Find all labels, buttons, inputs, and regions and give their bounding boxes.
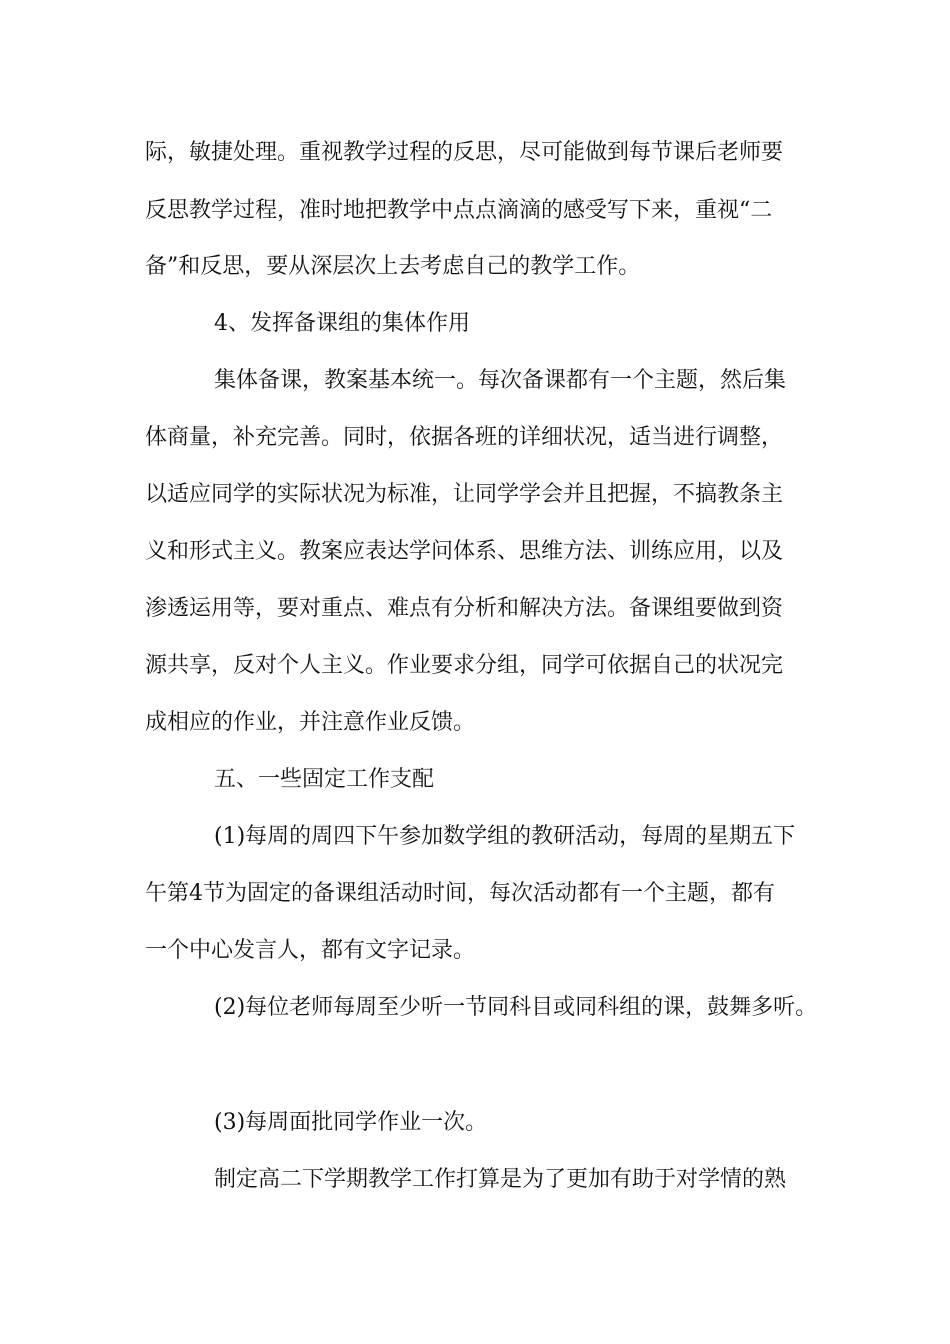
paragraph-line: 体商量，补充完善。同时，依据各班的详细状况，适当进行调整， [145, 425, 784, 450]
paragraph-line: (1)每周的周四下午参加数学组的教研活动，每周的星期五下 [214, 824, 796, 849]
paragraph-line: 渗透运用等，要对重点、难点有分析和解决方法。备课组要做到资 [145, 596, 784, 621]
paragraph-line: 集体备课，教案基本统一。每次备课都有一个主题，然后集 [214, 368, 787, 393]
paragraph-line: 反思教学过程，准时地把教学中点点滴滴的感受写下来，重视“二 [145, 198, 773, 223]
paragraph-line: 备”和反思，要从深层次上去考虑自己的教学工作。 [145, 254, 641, 279]
paragraph-line: (3)每周面批同学作业一次。 [214, 1110, 488, 1135]
paragraph-line: 一个中心发言人，都有文字记录。 [145, 938, 476, 963]
paragraph-line: 义和形式主义。教案应表达学问体系、思维方法、训练应用，以及 [145, 539, 784, 564]
section-heading: 五、一些固定工作支配 [214, 767, 435, 792]
paragraph-line: (2)每位老师每周至少听一节同科目或同科组的课，鼓舞多听。 [214, 995, 818, 1020]
paragraph-line: 成相应的作业，并注意作业反馈。 [145, 710, 476, 735]
paragraph-line: 际，敏捷处理。重视教学过程的反思，尽可能做到每节课后老师要 [145, 140, 784, 165]
paragraph-line: 源共享，反对个人主义。作业要求分组，同学可依据自己的状况完 [145, 653, 784, 678]
section-heading: 4、发挥备课组的集体作用 [214, 311, 470, 336]
paragraph-line: 制定高二下学期教学工作打算是为了更加有助于对学情的熟 [214, 1167, 787, 1192]
paragraph-line: 以适应同学的实际状况为标准，让同学学会并且把握，不搞教条主 [145, 482, 784, 507]
paragraph-line: 午第4节为固定的备课组活动时间，每次活动都有一个主题，都有 [145, 881, 775, 906]
